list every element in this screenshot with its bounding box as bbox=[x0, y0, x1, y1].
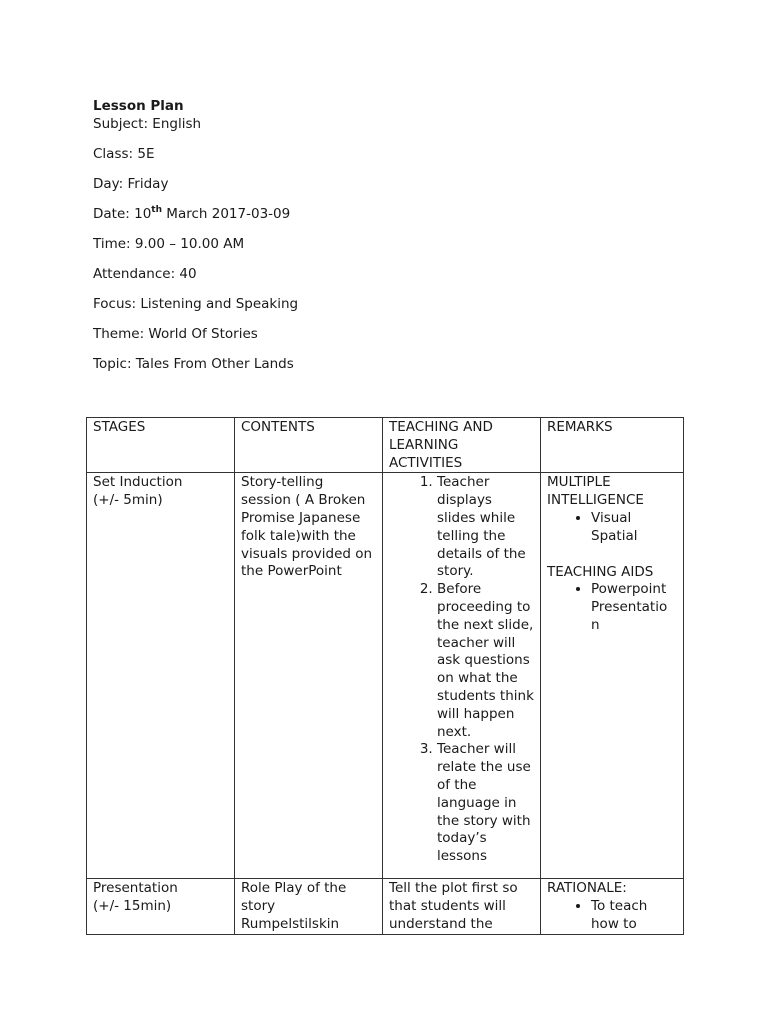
list-item: • Visual Spatial bbox=[591, 510, 677, 546]
remarks-cell bbox=[541, 473, 684, 879]
theme-field: Theme: World Of Stories bbox=[93, 326, 258, 342]
subject-field: Subject: English bbox=[93, 116, 202, 132]
day-field: Day: Friday bbox=[93, 176, 169, 192]
lesson-plan-table bbox=[86, 417, 684, 935]
table-row bbox=[87, 879, 684, 934]
activities-list bbox=[389, 474, 534, 866]
lesson-plan-header bbox=[93, 97, 693, 385]
list-item: • Powerpoint Presentatio n bbox=[591, 581, 677, 634]
list-item: 2. Before proceeding to the next slide, teacher will ask questions on what the students think will happen next. bbox=[437, 581, 534, 741]
stage-name: Presentation bbox=[93, 880, 178, 897]
stage-duration: (+/- 15min) bbox=[93, 898, 172, 915]
list-item: 1. Teacher displays slides while telling the details of the story. bbox=[437, 474, 534, 581]
document-title: Lesson Plan bbox=[93, 98, 184, 114]
date-ordinal: th bbox=[151, 204, 163, 215]
date-suffix: March 2017-03-09 bbox=[162, 206, 291, 222]
date-prefix: Date: 10 bbox=[93, 206, 152, 222]
list-item: • To teach how to bbox=[591, 898, 677, 934]
remarks-heading: TEACHING AIDS bbox=[547, 563, 654, 580]
table-header-row bbox=[87, 418, 684, 473]
stage-duration: (+/- 5min) bbox=[93, 492, 163, 509]
header-activities: TEACHING AND LEARNING ACTIVITIES bbox=[383, 418, 541, 473]
table-row bbox=[87, 473, 684, 879]
remarks-list bbox=[547, 898, 677, 934]
stage-cell bbox=[87, 473, 235, 879]
activities-cell: Tell the plot first so that students will understand the bbox=[383, 879, 541, 934]
remarks-heading: MULTIPLE INTELLIGENCE bbox=[547, 474, 644, 509]
header-contents: CONTENTS bbox=[235, 418, 383, 473]
contents-cell: Story-telling session ( A Broken Promise Japanese folk tale)with the visuals provided on the PowerPoint bbox=[235, 473, 383, 879]
class-field: Class: 5E bbox=[93, 146, 155, 162]
remarks-list bbox=[547, 510, 677, 546]
attendance-field: Attendance: 40 bbox=[93, 266, 197, 282]
remarks-cell bbox=[541, 879, 684, 934]
remarks-heading: RATIONALE: bbox=[547, 880, 627, 897]
header-stages: STAGES bbox=[87, 418, 235, 473]
stage-cell bbox=[87, 879, 235, 934]
time-field: Time: 9.00 – 10.00 AM bbox=[93, 236, 245, 252]
contents-cell: Role Play of the story Rumpelstilskin bbox=[235, 879, 383, 934]
spacer bbox=[547, 546, 677, 564]
topic-field: Topic: Tales From Other Lands bbox=[93, 356, 294, 372]
header-remarks: REMARKS bbox=[541, 418, 684, 473]
remarks-list bbox=[547, 581, 677, 634]
activities-cell bbox=[383, 473, 541, 879]
list-item: 3. Teacher will relate the use of the language in the story with today’s lessons bbox=[437, 741, 534, 866]
date-field bbox=[93, 205, 693, 223]
focus-field: Focus: Listening and Speaking bbox=[93, 296, 299, 312]
stage-name: Set Induction bbox=[93, 474, 183, 491]
